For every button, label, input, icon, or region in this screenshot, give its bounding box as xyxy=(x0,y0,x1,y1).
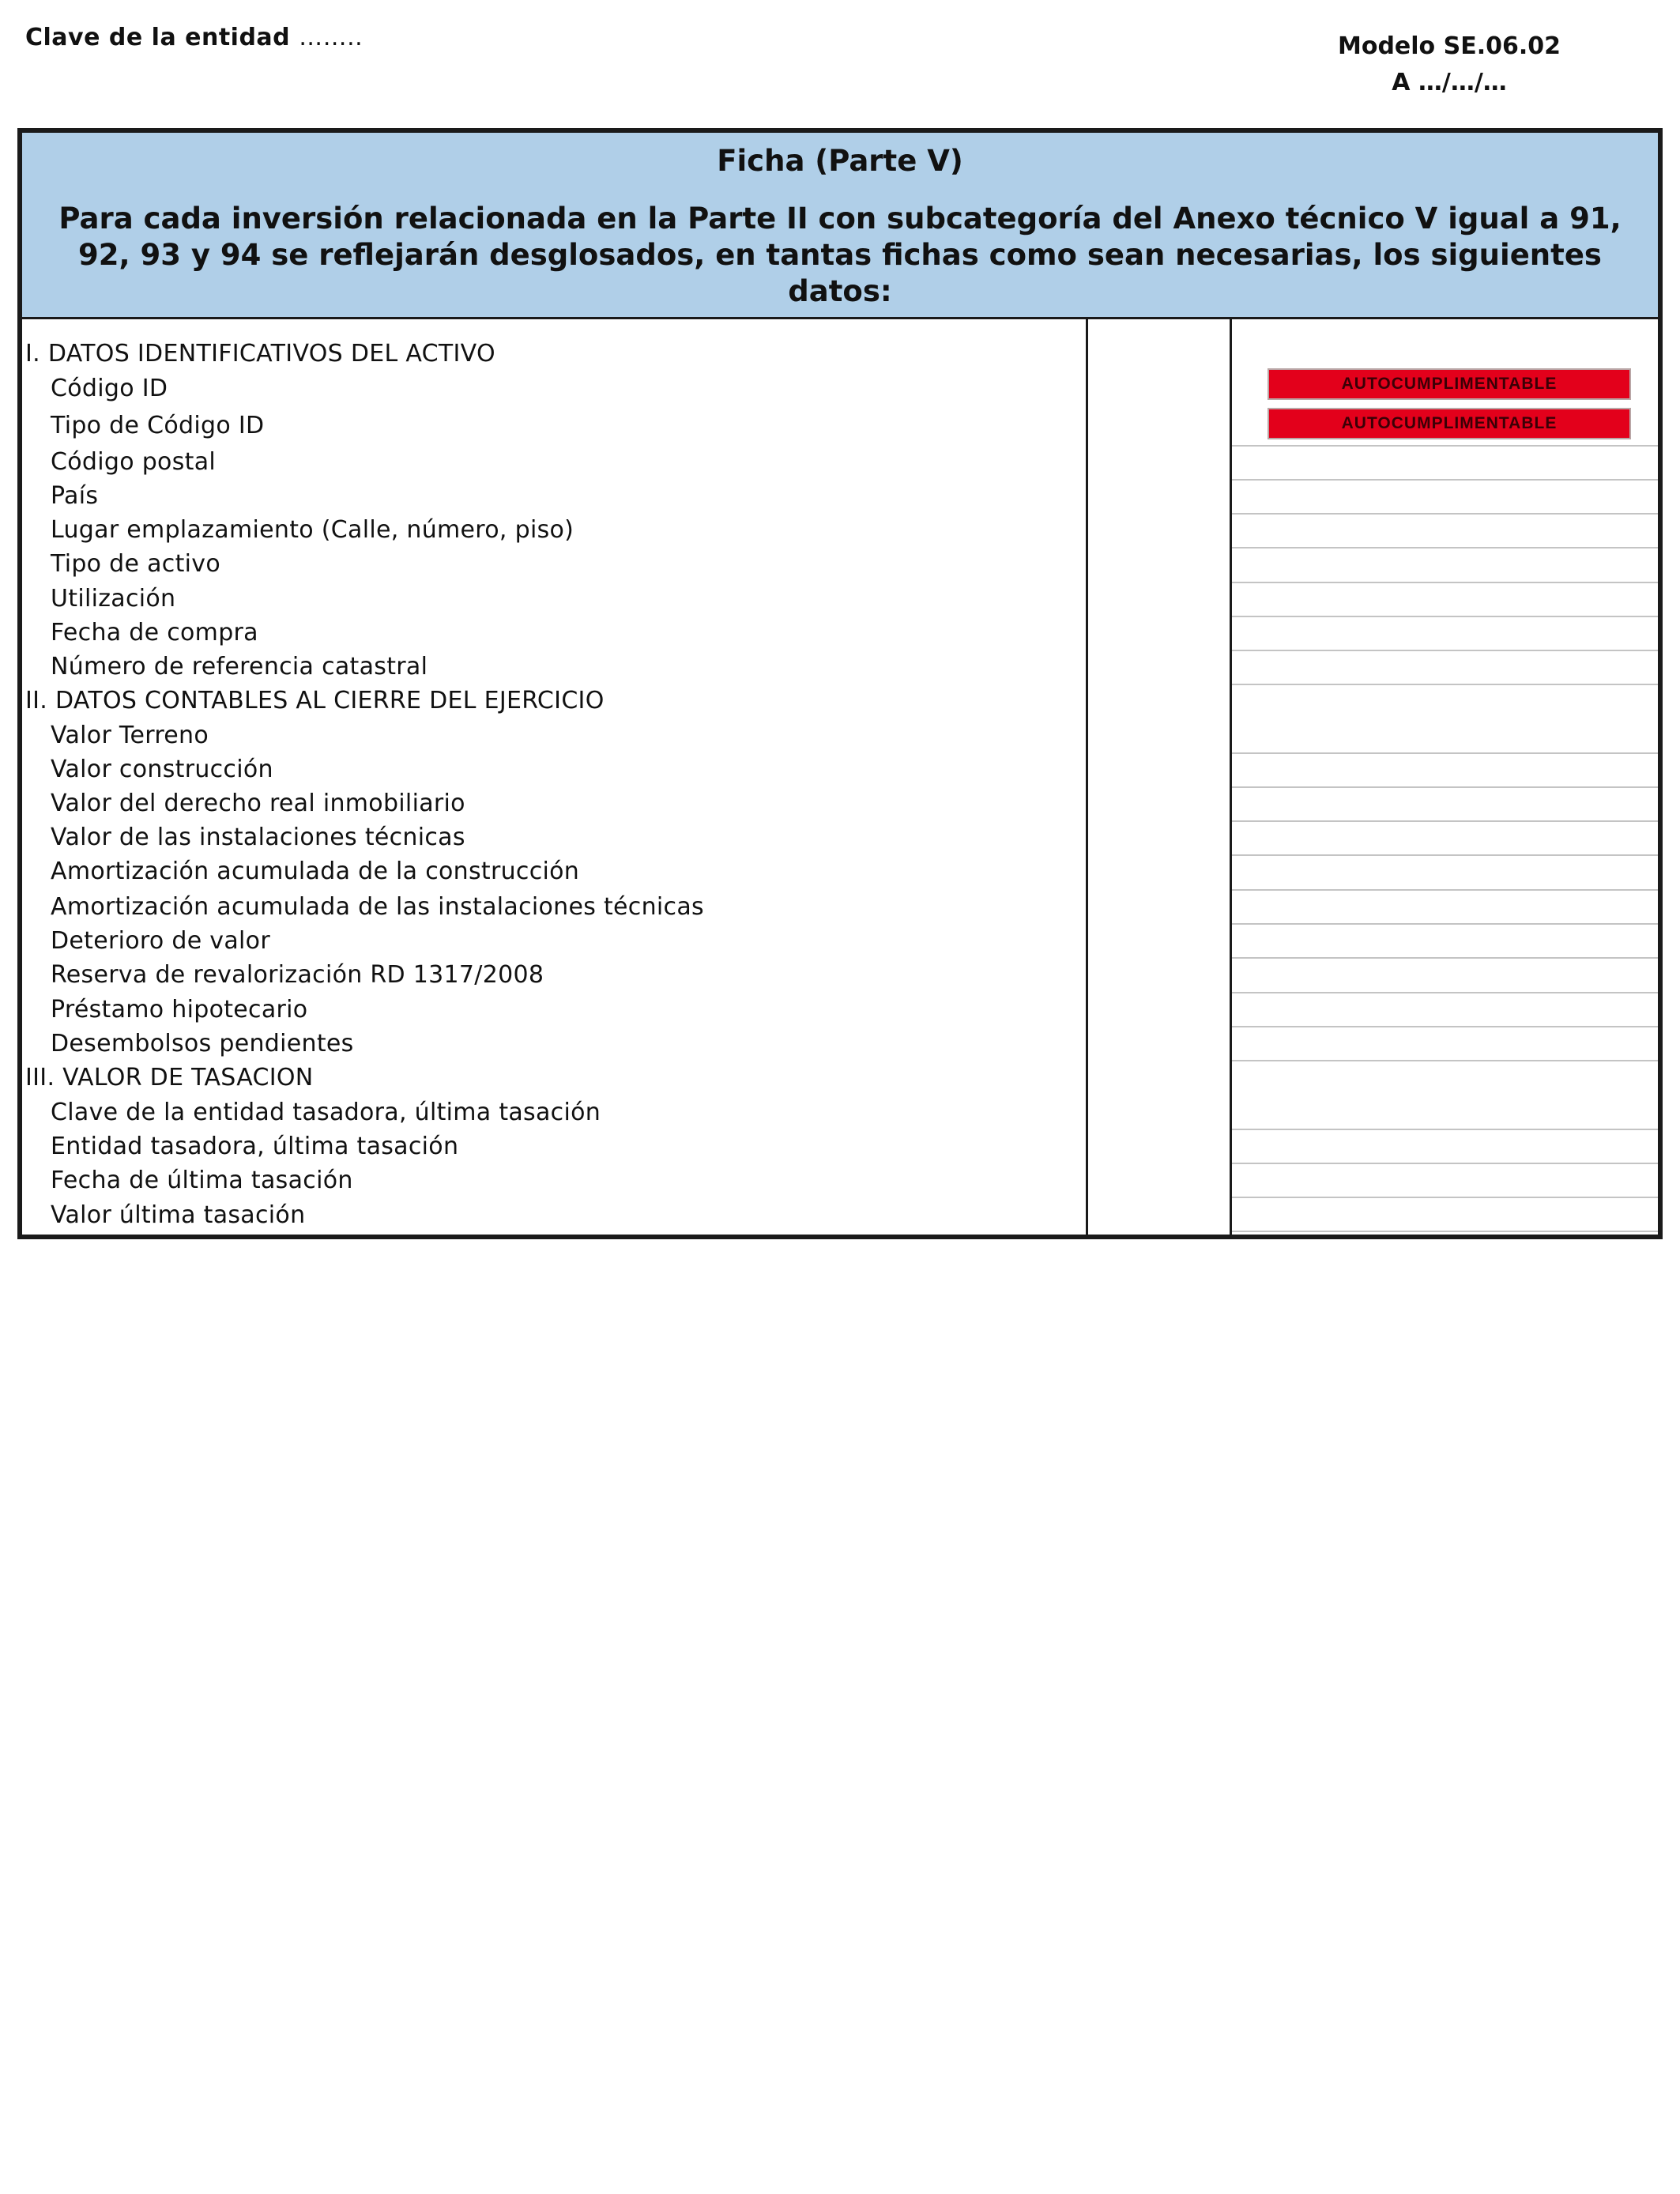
value-cell-separator xyxy=(1232,752,1658,754)
field-label-amortizacion-construccion: Amortización acumulada de la construcción xyxy=(51,858,580,885)
value-cell-separator xyxy=(1232,1060,1658,1061)
field-label-prestamo-hipotecario: Préstamo hipotecario xyxy=(51,996,308,1023)
column-divider-2 xyxy=(1230,319,1232,1235)
field-label-amortizacion-instalaciones: Amortización acumulada de las instalaciones técnicas xyxy=(51,893,704,921)
value-cell-separator xyxy=(1232,889,1658,891)
model-code: Modelo SE.06.02 xyxy=(1337,32,1561,60)
column-divider-1 xyxy=(1086,319,1088,1235)
model-header xyxy=(1331,28,1568,101)
section-title-identification: I. DATOS IDENTIFICATIVOS DEL ACTIVO xyxy=(25,340,495,368)
field-label-valor-tasacion: Valor última tasación xyxy=(51,1201,306,1229)
field-label-entidad-tasadora: Entidad tasadora, última tasación xyxy=(51,1133,459,1160)
value-cell-separator xyxy=(1232,547,1658,548)
value-cell-separator xyxy=(1232,582,1658,583)
form-banner xyxy=(22,133,1658,319)
field-label-tipo-codigo-id: Tipo de Código ID xyxy=(51,412,265,439)
field-label-deterioro-valor: Deterioro de valor xyxy=(51,927,270,955)
field-label-valor-terreno: Valor Terreno xyxy=(51,722,209,749)
field-label-referencia-catastral: Número de referencia catastral xyxy=(51,653,428,680)
autofill-badge-codigo-id: AUTOCUMPLIMENTABLE xyxy=(1268,368,1631,400)
value-cell-separator xyxy=(1232,479,1658,481)
field-label-tipo-activo: Tipo de activo xyxy=(51,550,220,578)
field-label-clave-tasadora: Clave de la entidad tasadora, última tasación xyxy=(51,1099,601,1126)
value-cell-separator xyxy=(1232,650,1658,651)
value-cell-separator xyxy=(1232,1026,1658,1027)
value-cell-separator xyxy=(1232,786,1658,788)
value-cell-separator xyxy=(1232,1231,1658,1232)
value-cell-separator xyxy=(1232,1129,1658,1130)
field-label-pais: País xyxy=(51,482,99,510)
field-label-desembolsos-pendientes: Desembolsos pendientes xyxy=(51,1030,354,1057)
value-cell-separator xyxy=(1232,513,1658,515)
field-label-fecha-tasacion: Fecha de última tasación xyxy=(51,1167,353,1194)
section-title-accounting: II. DATOS CONTABLES AL CIERRE DEL EJERCICIO xyxy=(25,687,605,714)
value-cell-separator xyxy=(1232,957,1658,959)
entity-key-text: Clave de la entidad xyxy=(25,24,291,51)
field-label-codigo-id: Código ID xyxy=(51,375,168,402)
entity-key-label xyxy=(25,24,363,51)
value-cell-separator xyxy=(1232,684,1658,685)
value-cell-separator xyxy=(1232,992,1658,993)
banner-title: Ficha (Parte V) xyxy=(717,144,963,178)
value-cell-separator xyxy=(1232,923,1658,925)
value-cell-separator xyxy=(1232,1163,1658,1164)
model-date: A …/…/… xyxy=(1392,69,1507,96)
field-label-valor-construccion: Valor construcción xyxy=(51,756,273,783)
value-cell-separator xyxy=(1232,445,1658,447)
autofill-badge-tipo-codigo-id: AUTOCUMPLIMENTABLE xyxy=(1268,408,1631,439)
field-label-derecho-real: Valor del derecho real inmobiliario xyxy=(51,790,465,817)
entity-key-dots: …….. xyxy=(299,24,363,51)
field-label-fecha-compra: Fecha de compra xyxy=(51,619,258,647)
field-label-codigo-postal: Código postal xyxy=(51,448,217,476)
value-cell-separator xyxy=(1232,854,1658,856)
field-label-utilizacion: Utilización xyxy=(51,585,176,613)
value-cell-separator xyxy=(1232,616,1658,617)
section-title-appraisal: III. VALOR DE TASACION xyxy=(25,1064,314,1091)
value-cell-separator xyxy=(1232,820,1658,822)
value-cell-separator xyxy=(1232,1197,1658,1198)
field-label-lugar-emplazamiento: Lugar emplazamiento (Calle, número, piso) xyxy=(51,516,574,544)
field-label-instalaciones-tecnicas: Valor de las instalaciones técnicas xyxy=(51,824,465,851)
field-label-reserva-revalorizacion: Reserva de revalorización RD 1317/2008 xyxy=(51,961,544,989)
banner-description: Para cada inversión relacionada en la Parte II con subcategoría del Anexo técnico V igual a 91, 92, 93 y 94 se reflejarán desglosados, en tantas fichas como sean necesarias, los siguientes datos: xyxy=(58,202,1622,308)
